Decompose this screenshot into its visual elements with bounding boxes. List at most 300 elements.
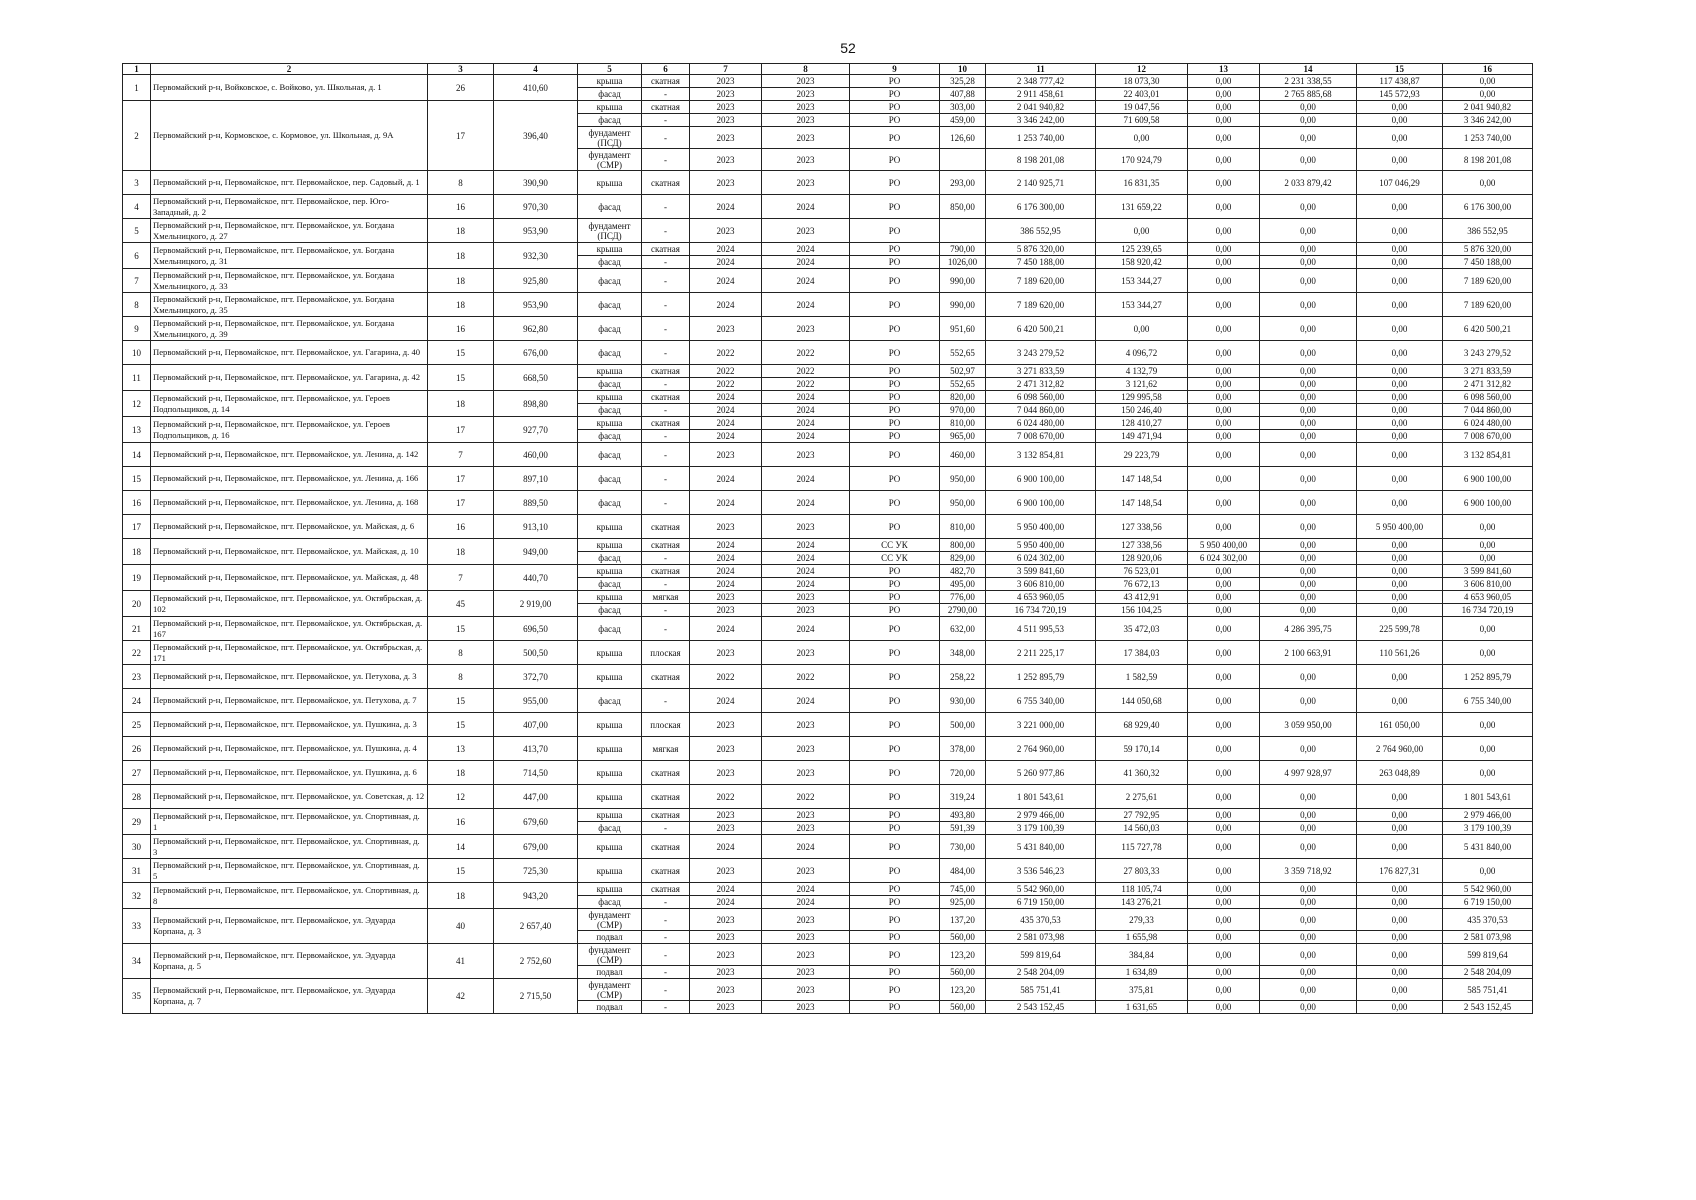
cost-per-unit: 19 047,56 xyxy=(1096,101,1188,114)
year-end: 2023 xyxy=(762,909,850,931)
col15-value: 0,00 xyxy=(1357,578,1443,591)
col15-value: 0,00 xyxy=(1357,565,1443,578)
table-row xyxy=(123,443,1533,467)
volume: 258,22 xyxy=(940,665,986,689)
year-start: 2023 xyxy=(690,604,762,617)
year-start: 2023 xyxy=(690,966,762,979)
year-start: 2024 xyxy=(690,491,762,515)
year-end: 2023 xyxy=(762,737,850,761)
table-row xyxy=(123,591,1533,604)
cost-per-unit: 127 338,56 xyxy=(1096,539,1188,552)
cost-per-unit: 147 148,54 xyxy=(1096,467,1188,491)
table-row xyxy=(123,883,1533,896)
work-element: крыша xyxy=(578,391,642,404)
area: 949,00 xyxy=(494,539,578,565)
work-element: фасад xyxy=(578,404,642,417)
col14-value: 0,00 xyxy=(1260,896,1357,909)
row-number: 31 xyxy=(123,859,151,883)
col16-value: 4 653 960,05 xyxy=(1443,591,1533,604)
col16-value: 3 132 854,81 xyxy=(1443,443,1533,467)
volume: 829,00 xyxy=(940,552,986,565)
year-end: 2024 xyxy=(762,578,850,591)
cost-per-unit: 16 831,35 xyxy=(1096,171,1188,195)
year-start: 2023 xyxy=(690,909,762,931)
funding-source: РО xyxy=(850,365,940,378)
col16-value: 3 599 841,60 xyxy=(1443,565,1533,578)
area: 679,60 xyxy=(494,809,578,835)
table-row xyxy=(123,467,1533,491)
address: Первомайский р-н, Первомайское, пгт. Первомайское, пер. Садовый, д. 1 xyxy=(151,171,428,195)
column-header: 7 xyxy=(690,64,762,75)
volume xyxy=(940,149,986,171)
funding-source: РО xyxy=(850,565,940,578)
address: Первомайский р-н, Первомайское, пгт. Первомайское, ул. Ленина, д. 166 xyxy=(151,467,428,491)
total-cost: 7 450 188,00 xyxy=(986,256,1096,269)
volume: 2790,00 xyxy=(940,604,986,617)
column-header: 6 xyxy=(642,64,690,75)
col16-value: 3 243 279,52 xyxy=(1443,341,1533,365)
total-cost: 435 370,53 xyxy=(986,909,1096,931)
col13-value: 0,00 xyxy=(1188,365,1260,378)
address: Первомайский р-н, Первомайское, пгт. Первомайское, ул. Богдана Хмельницкого, д. 39 xyxy=(151,317,428,341)
roof-type: - xyxy=(642,944,690,966)
col16-value: 2 543 152,45 xyxy=(1443,1001,1533,1014)
col3-value: 7 xyxy=(428,565,494,591)
col16-value: 0,00 xyxy=(1443,737,1533,761)
col15-value: 0,00 xyxy=(1357,114,1443,127)
cost-per-unit: 3 121,62 xyxy=(1096,378,1188,391)
table-row xyxy=(123,341,1533,365)
year-end: 2023 xyxy=(762,219,850,243)
year-end: 2022 xyxy=(762,365,850,378)
col13-value: 0,00 xyxy=(1188,443,1260,467)
col15-value: 2 764 960,00 xyxy=(1357,737,1443,761)
row-number: 2 xyxy=(123,101,151,171)
address: Первомайский р-н, Первомайское, пгт. Первомайское, ул. Петухова, д. 3 xyxy=(151,665,428,689)
volume: 303,00 xyxy=(940,101,986,114)
area: 897,10 xyxy=(494,467,578,491)
col13-value: 0,00 xyxy=(1188,665,1260,689)
work-element: фасад xyxy=(578,552,642,565)
total-cost: 6 900 100,00 xyxy=(986,491,1096,515)
volume: 484,00 xyxy=(940,859,986,883)
col14-value: 0,00 xyxy=(1260,822,1357,835)
col15-value: 0,00 xyxy=(1357,149,1443,171)
cost-per-unit: 22 403,01 xyxy=(1096,88,1188,101)
cost-per-unit: 0,00 xyxy=(1096,219,1188,243)
column-header: 16 xyxy=(1443,64,1533,75)
table-row xyxy=(123,195,1533,219)
area: 2 715,50 xyxy=(494,979,578,1014)
roof-type: - xyxy=(642,88,690,101)
row-number: 34 xyxy=(123,944,151,979)
col16-value: 6 420 500,21 xyxy=(1443,317,1533,341)
column-header: 1 xyxy=(123,64,151,75)
year-start: 2023 xyxy=(690,443,762,467)
row-number: 29 xyxy=(123,809,151,835)
work-element: фасад xyxy=(578,467,642,491)
row-number: 15 xyxy=(123,467,151,491)
work-element: крыша xyxy=(578,737,642,761)
year-start: 2023 xyxy=(690,114,762,127)
col14-value: 2 100 663,91 xyxy=(1260,641,1357,665)
year-start: 2023 xyxy=(690,931,762,944)
row-number: 23 xyxy=(123,665,151,689)
col3-value: 42 xyxy=(428,979,494,1014)
roof-type: скатная xyxy=(642,565,690,578)
work-element: фасад xyxy=(578,195,642,219)
col15-value: 0,00 xyxy=(1357,604,1443,617)
col3-value: 18 xyxy=(428,243,494,269)
col14-value: 0,00 xyxy=(1260,883,1357,896)
col14-value: 0,00 xyxy=(1260,317,1357,341)
column-header: 5 xyxy=(578,64,642,75)
funding-source: РО xyxy=(850,737,940,761)
total-cost: 2 911 458,61 xyxy=(986,88,1096,101)
year-end: 2022 xyxy=(762,785,850,809)
year-start: 2023 xyxy=(690,515,762,539)
col3-value: 8 xyxy=(428,665,494,689)
cost-per-unit: 156 104,25 xyxy=(1096,604,1188,617)
col14-value: 0,00 xyxy=(1260,604,1357,617)
col13-value: 0,00 xyxy=(1188,243,1260,256)
col3-value: 12 xyxy=(428,785,494,809)
volume: 990,00 xyxy=(940,293,986,317)
funding-source: СС УК xyxy=(850,539,940,552)
col15-value: 117 438,87 xyxy=(1357,75,1443,88)
area: 725,30 xyxy=(494,859,578,883)
col16-value: 2 471 312,82 xyxy=(1443,378,1533,391)
row-number: 1 xyxy=(123,75,151,101)
table-body xyxy=(123,75,1533,1014)
address: Первомайский р-н, Первомайское, пгт. Первомайское, ул. Ленина, д. 168 xyxy=(151,491,428,515)
work-element: крыша xyxy=(578,565,642,578)
area: 925,80 xyxy=(494,269,578,293)
year-start: 2022 xyxy=(690,365,762,378)
total-cost: 6 755 340,00 xyxy=(986,689,1096,713)
table-row xyxy=(123,101,1533,114)
cost-per-unit: 129 995,58 xyxy=(1096,391,1188,404)
volume: 720,00 xyxy=(940,761,986,785)
col13-value: 0,00 xyxy=(1188,114,1260,127)
roof-type: скатная xyxy=(642,75,690,88)
row-number: 6 xyxy=(123,243,151,269)
total-cost: 2 211 225,17 xyxy=(986,641,1096,665)
year-start: 2022 xyxy=(690,341,762,365)
volume: 790,00 xyxy=(940,243,986,256)
table-row xyxy=(123,665,1533,689)
year-start: 2023 xyxy=(690,591,762,604)
cost-per-unit: 76 523,01 xyxy=(1096,565,1188,578)
roof-type: - xyxy=(642,909,690,931)
total-cost: 6 900 100,00 xyxy=(986,467,1096,491)
funding-source: РО xyxy=(850,591,940,604)
col14-value: 0,00 xyxy=(1260,909,1357,931)
address: Первомайский р-н, Первомайское, пгт. Первомайское, ул. Богдана Хмельницкого, д. 35 xyxy=(151,293,428,317)
address: Первомайский р-н, Первомайское, пгт. Первомайское, ул. Пушкина, д. 6 xyxy=(151,761,428,785)
funding-source: РО xyxy=(850,269,940,293)
col16-value: 6 900 100,00 xyxy=(1443,467,1533,491)
funding-source: РО xyxy=(850,1001,940,1014)
roof-type: скатная xyxy=(642,515,690,539)
col15-value: 0,00 xyxy=(1357,944,1443,966)
year-start: 2023 xyxy=(690,944,762,966)
col14-value: 3 059 950,00 xyxy=(1260,713,1357,737)
col13-value: 0,00 xyxy=(1188,88,1260,101)
roof-type: скатная xyxy=(642,539,690,552)
total-cost: 2 471 312,82 xyxy=(986,378,1096,391)
col13-value: 0,00 xyxy=(1188,979,1260,1001)
col15-value: 0,00 xyxy=(1357,404,1443,417)
col15-value: 0,00 xyxy=(1357,443,1443,467)
col14-value: 0,00 xyxy=(1260,737,1357,761)
row-number: 33 xyxy=(123,909,151,944)
col16-value: 1 801 543,61 xyxy=(1443,785,1533,809)
area: 460,00 xyxy=(494,443,578,467)
year-end: 2024 xyxy=(762,256,850,269)
total-cost: 3 132 854,81 xyxy=(986,443,1096,467)
col15-value: 0,00 xyxy=(1357,835,1443,859)
year-end: 2023 xyxy=(762,127,850,149)
total-cost: 7 189 620,00 xyxy=(986,293,1096,317)
col15-value: 0,00 xyxy=(1357,101,1443,114)
col3-value: 15 xyxy=(428,365,494,391)
year-start: 2024 xyxy=(690,391,762,404)
col14-value: 0,00 xyxy=(1260,1001,1357,1014)
year-end: 2024 xyxy=(762,491,850,515)
roof-type: скатная xyxy=(642,809,690,822)
col16-value: 2 581 073,98 xyxy=(1443,931,1533,944)
total-cost: 2 581 073,98 xyxy=(986,931,1096,944)
year-start: 2023 xyxy=(690,859,762,883)
total-cost: 7 044 860,00 xyxy=(986,404,1096,417)
cost-per-unit: 0,00 xyxy=(1096,127,1188,149)
roof-type: - xyxy=(642,317,690,341)
col3-value: 18 xyxy=(428,539,494,565)
table-row xyxy=(123,219,1533,243)
year-end: 2024 xyxy=(762,617,850,641)
col15-value: 0,00 xyxy=(1357,467,1443,491)
year-end: 2022 xyxy=(762,665,850,689)
col14-value: 0,00 xyxy=(1260,979,1357,1001)
roof-type: мягкая xyxy=(642,591,690,604)
col15-value: 0,00 xyxy=(1357,665,1443,689)
row-number: 25 xyxy=(123,713,151,737)
table-row xyxy=(123,641,1533,665)
year-end: 2023 xyxy=(762,101,850,114)
year-end: 2023 xyxy=(762,931,850,944)
cost-per-unit: 149 471,94 xyxy=(1096,430,1188,443)
col14-value: 0,00 xyxy=(1260,430,1357,443)
cost-per-unit: 131 659,22 xyxy=(1096,195,1188,219)
year-start: 2023 xyxy=(690,809,762,822)
col15-value: 0,00 xyxy=(1357,293,1443,317)
col16-value: 6 755 340,00 xyxy=(1443,689,1533,713)
work-element: крыша xyxy=(578,515,642,539)
address: Первомайский р-н, Первомайское, пгт. Первомайское, ул. Майская, д. 6 xyxy=(151,515,428,539)
year-start: 2024 xyxy=(690,195,762,219)
total-cost: 4 653 960,05 xyxy=(986,591,1096,604)
area: 676,00 xyxy=(494,341,578,365)
funding-source: РО xyxy=(850,713,940,737)
col3-value: 18 xyxy=(428,219,494,243)
roof-type: - xyxy=(642,689,690,713)
col14-value: 0,00 xyxy=(1260,835,1357,859)
col15-value: 0,00 xyxy=(1357,491,1443,515)
total-cost: 3 536 546,23 xyxy=(986,859,1096,883)
table-row xyxy=(123,491,1533,515)
col13-value: 0,00 xyxy=(1188,341,1260,365)
col3-value: 40 xyxy=(428,909,494,944)
col16-value: 585 751,41 xyxy=(1443,979,1533,1001)
address: Первомайский р-н, Первомайское, пгт. Первомайское, ул. Спортивная, д. 3 xyxy=(151,835,428,859)
table-row xyxy=(123,979,1533,1001)
volume: 810,00 xyxy=(940,417,986,430)
address: Первомайский р-н, Первомайское, пгт. Первомайское, ул. Спортивная, д. 8 xyxy=(151,883,428,909)
cost-per-unit: 41 360,32 xyxy=(1096,761,1188,785)
cost-per-unit: 43 412,91 xyxy=(1096,591,1188,604)
funding-source: РО xyxy=(850,896,940,909)
funding-source: РО xyxy=(850,317,940,341)
col13-value: 0,00 xyxy=(1188,835,1260,859)
col16-value: 7 044 860,00 xyxy=(1443,404,1533,417)
roof-type: - xyxy=(642,822,690,835)
total-cost: 386 552,95 xyxy=(986,219,1096,243)
year-start: 2024 xyxy=(690,430,762,443)
cost-per-unit: 4 096,72 xyxy=(1096,341,1188,365)
row-number: 26 xyxy=(123,737,151,761)
area: 396,40 xyxy=(494,101,578,171)
col13-value: 0,00 xyxy=(1188,219,1260,243)
work-element: крыша xyxy=(578,591,642,604)
work-element: фасад xyxy=(578,896,642,909)
cost-per-unit: 153 344,27 xyxy=(1096,293,1188,317)
year-start: 2024 xyxy=(690,617,762,641)
table-row xyxy=(123,761,1533,785)
col13-value: 0,00 xyxy=(1188,171,1260,195)
cost-per-unit: 1 631,65 xyxy=(1096,1001,1188,1014)
address: Первомайский р-н, Первомайское, пгт. Первомайское, ул. Пушкина, д. 4 xyxy=(151,737,428,761)
area: 913,10 xyxy=(494,515,578,539)
col15-value: 176 827,31 xyxy=(1357,859,1443,883)
total-cost: 8 198 201,08 xyxy=(986,149,1096,171)
work-element: фасад xyxy=(578,578,642,591)
col3-value: 45 xyxy=(428,591,494,617)
year-start: 2024 xyxy=(690,467,762,491)
address: Первомайский р-н, Первомайское, пгт. Первомайское, ул. Богдана Хмельницкого, д. 33 xyxy=(151,269,428,293)
work-element: фасад xyxy=(578,617,642,641)
year-end: 2023 xyxy=(762,515,850,539)
cost-per-unit: 68 929,40 xyxy=(1096,713,1188,737)
roof-type: - xyxy=(642,149,690,171)
col15-value: 0,00 xyxy=(1357,822,1443,835)
col15-value: 0,00 xyxy=(1357,317,1443,341)
volume: 776,00 xyxy=(940,591,986,604)
cost-per-unit: 1 655,98 xyxy=(1096,931,1188,944)
year-start: 2023 xyxy=(690,737,762,761)
cost-per-unit: 27 792,95 xyxy=(1096,809,1188,822)
col16-value: 7 450 188,00 xyxy=(1443,256,1533,269)
work-element: фасад xyxy=(578,88,642,101)
year-end: 2024 xyxy=(762,430,850,443)
table-row xyxy=(123,565,1533,578)
table-row xyxy=(123,243,1533,256)
col14-value: 0,00 xyxy=(1260,539,1357,552)
col14-value: 0,00 xyxy=(1260,341,1357,365)
funding-source: РО xyxy=(850,219,940,243)
volume: 502,97 xyxy=(940,365,986,378)
col16-value: 6 024 480,00 xyxy=(1443,417,1533,430)
work-element: подвал xyxy=(578,931,642,944)
col14-value: 0,00 xyxy=(1260,378,1357,391)
cost-per-unit: 14 560,03 xyxy=(1096,822,1188,835)
funding-source: РО xyxy=(850,417,940,430)
row-number: 16 xyxy=(123,491,151,515)
col3-value: 18 xyxy=(428,391,494,417)
address: Первомайский р-н, Первомайское, пгт. Первомайское, ул. Ленина, д. 142 xyxy=(151,443,428,467)
work-element: фундамент (СМР) xyxy=(578,944,642,966)
row-number: 9 xyxy=(123,317,151,341)
total-cost: 5 260 977,86 xyxy=(986,761,1096,785)
work-element: фасад xyxy=(578,604,642,617)
cost-per-unit: 125 239,65 xyxy=(1096,243,1188,256)
roof-type: скатная xyxy=(642,243,690,256)
col13-value: 0,00 xyxy=(1188,269,1260,293)
column-header: 8 xyxy=(762,64,850,75)
col3-value: 13 xyxy=(428,737,494,761)
funding-source: РО xyxy=(850,243,940,256)
row-number: 18 xyxy=(123,539,151,565)
funding-source: РО xyxy=(850,883,940,896)
year-start: 2023 xyxy=(690,171,762,195)
col13-value: 0,00 xyxy=(1188,378,1260,391)
table-row xyxy=(123,269,1533,293)
col14-value: 0,00 xyxy=(1260,404,1357,417)
funding-source: РО xyxy=(850,195,940,219)
volume: 325,28 xyxy=(940,75,986,88)
area: 410,60 xyxy=(494,75,578,101)
row-number: 30 xyxy=(123,835,151,859)
column-header: 3 xyxy=(428,64,494,75)
cost-per-unit: 279,33 xyxy=(1096,909,1188,931)
col15-value: 145 572,93 xyxy=(1357,88,1443,101)
year-start: 2023 xyxy=(690,1001,762,1014)
col14-value: 0,00 xyxy=(1260,101,1357,114)
year-start: 2024 xyxy=(690,689,762,713)
cost-per-unit: 17 384,03 xyxy=(1096,641,1188,665)
year-end: 2024 xyxy=(762,417,850,430)
address: Первомайский р-н, Первомайское, пгт. Первомайское, ул. Спортивная, д. 5 xyxy=(151,859,428,883)
volume: 591,39 xyxy=(940,822,986,835)
funding-source: РО xyxy=(850,515,940,539)
address: Первомайский р-н, Первомайское, пгт. Первомайское, ул. Героев Подпольщиков, д. 14 xyxy=(151,391,428,417)
roof-type: - xyxy=(642,896,690,909)
col15-value: 0,00 xyxy=(1357,417,1443,430)
address: Первомайский р-н, Первомайское, пгт. Первомайское, ул. Октябрьская, д. 102 xyxy=(151,591,428,617)
col16-value: 2 041 940,82 xyxy=(1443,101,1533,114)
work-element: крыша xyxy=(578,539,642,552)
col15-value: 0,00 xyxy=(1357,243,1443,256)
col15-value: 0,00 xyxy=(1357,127,1443,149)
roof-type: - xyxy=(642,341,690,365)
area: 500,50 xyxy=(494,641,578,665)
table-row xyxy=(123,617,1533,641)
volume: 950,00 xyxy=(940,467,986,491)
work-element: фасад xyxy=(578,317,642,341)
year-start: 2022 xyxy=(690,378,762,391)
area: 413,70 xyxy=(494,737,578,761)
area: 447,00 xyxy=(494,785,578,809)
